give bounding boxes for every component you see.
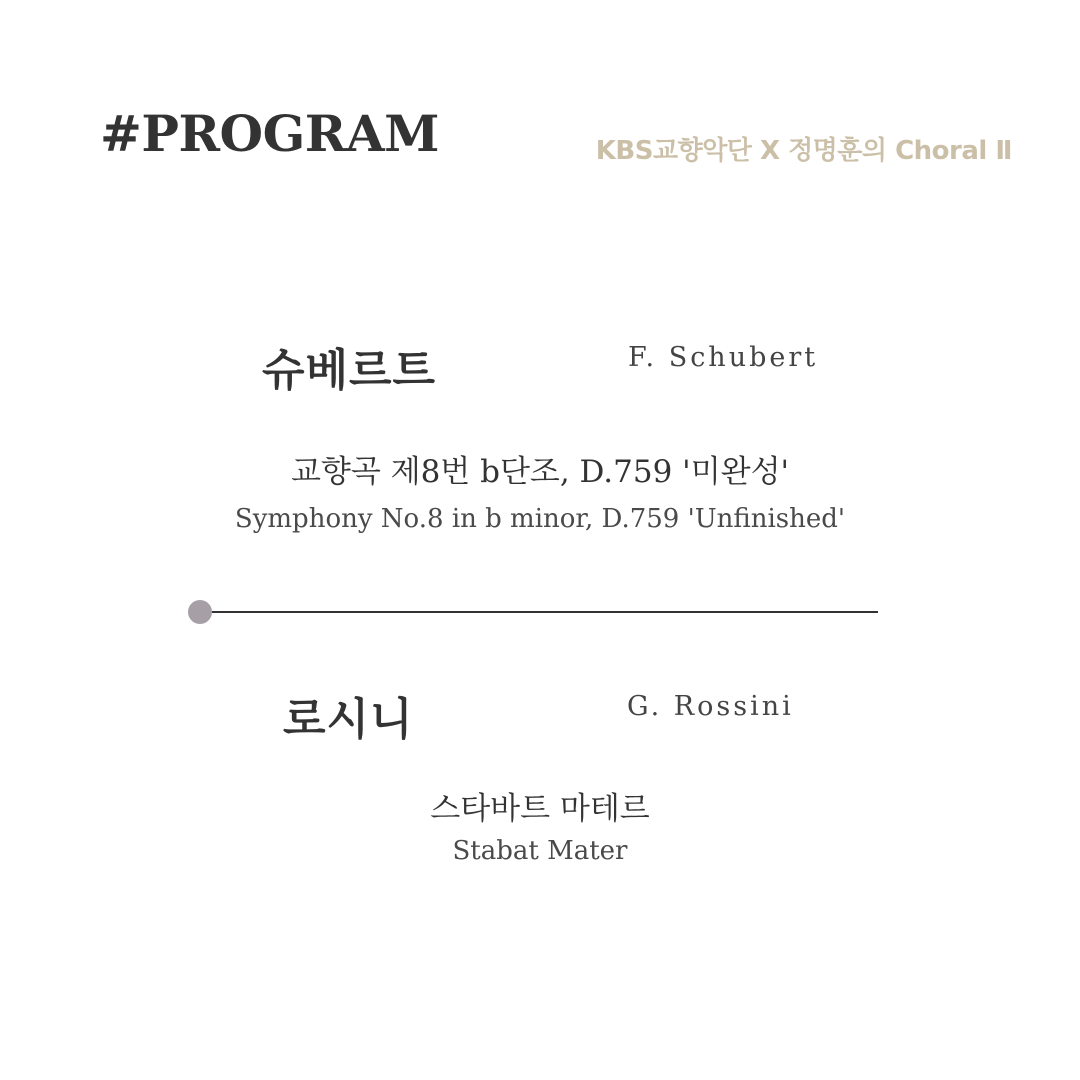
composer-name-english: G. Rossini	[627, 691, 794, 722]
divider-dot	[188, 600, 212, 624]
composer-name-english: F. Schubert	[628, 342, 819, 373]
concert-subtitle: KBS교향악단 X 정명훈의 Choral Ⅱ	[595, 136, 1012, 166]
section-divider	[200, 611, 878, 613]
work-title-korean: 스타바트 마테르	[430, 791, 650, 827]
composer-name-korean: 슈베르트	[262, 345, 437, 396]
work-title-english: Symphony No.8 in b minor, D.759 'Unfinished'	[234, 504, 846, 534]
work-title-korean: 교향곡 제8번 b단조, D.759 '미완성'	[290, 454, 790, 490]
page-title: #PROGRAM	[100, 104, 439, 163]
composer-name-korean: 로시니	[283, 694, 414, 745]
work-title-english: Stabat Mater	[452, 836, 628, 866]
